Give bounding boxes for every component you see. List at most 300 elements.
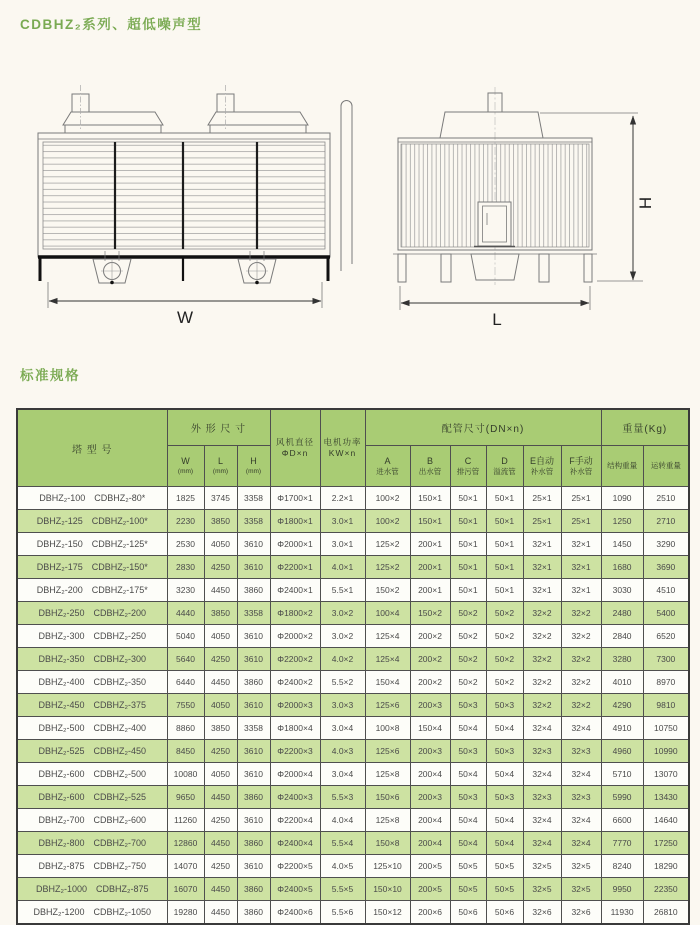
cell-b: 200×4 [410,763,450,786]
cell-w: 4440 [167,602,204,625]
model-primary: DBHZ₂-600 [38,769,85,779]
model-secondary: CDBHZ₂-400 [93,723,147,733]
model-secondary: CDBHZ₂-300 [93,654,147,664]
cell-power: 3.0×3 [320,694,365,717]
header-pipe-b: B 出水管 [410,446,450,487]
cell-f: 32×6 [561,901,601,925]
model-primary: DBHZ₂-100 [39,493,86,503]
cell-e: 32×5 [523,855,561,878]
cell-fan: Φ1800×4 [270,717,320,740]
cell-b: 200×3 [410,740,450,763]
header-model: 塔 型 号 [17,409,167,487]
cell-a: 125×2 [365,556,410,579]
table-row [17,878,689,901]
table-row [17,786,689,809]
model-primary: DBHZ₂-450 [38,700,85,710]
model-secondary: CDBHZ₂-150* [91,562,148,572]
riser-pipe [341,101,352,272]
cell-l: 4450 [204,832,237,855]
cell-d: 50×3 [486,786,523,809]
cell-h: 3860 [237,579,270,602]
cell-d: 50×1 [486,510,523,533]
model-cell [17,556,167,579]
cell-b: 200×1 [410,579,450,602]
cell-a: 150×4 [365,671,410,694]
cell-e: 32×2 [523,694,561,717]
cell-l: 4050 [204,625,237,648]
cell-b: 150×1 [410,487,450,510]
cell-h: 3358 [237,487,270,510]
cell-f: 32×1 [561,556,601,579]
table-row [17,763,689,786]
model-cell [17,648,167,671]
cell-h: 3860 [237,671,270,694]
cell-l: 4250 [204,740,237,763]
cell-wt_struct: 4010 [601,671,643,694]
cell-b: 200×4 [410,809,450,832]
cell-power: 4.0×4 [320,809,365,832]
cell-l: 4250 [204,855,237,878]
cell-c: 50×5 [450,878,486,901]
model-secondary: CDBHZ₂-600 [93,815,147,825]
cell-h: 3358 [237,602,270,625]
cell-b: 200×2 [410,648,450,671]
model-primary: DBHZ₂-350 [38,654,85,664]
cell-c: 50×2 [450,625,486,648]
cell-h: 3610 [237,763,270,786]
model-primary: DBHZ₂-525 [38,746,85,756]
table-row [17,671,689,694]
table-row [17,740,689,763]
model-primary: DBHZ₂-800 [38,838,85,848]
cell-d: 50×2 [486,625,523,648]
model-cell [17,855,167,878]
cell-a: 150×2 [365,579,410,602]
cell-e: 32×1 [523,533,561,556]
cell-f: 32×1 [561,579,601,602]
cell-wt_run: 13430 [643,786,689,809]
cell-w: 12860 [167,832,204,855]
cell-wt_run: 8970 [643,671,689,694]
cell-wt_struct: 5710 [601,763,643,786]
cell-w: 5640 [167,648,204,671]
spec-table [16,408,690,925]
header-pipe-e: E自动 补水管 [523,446,561,487]
cell-e: 32×4 [523,717,561,740]
cell-fan: Φ2200×3 [270,740,320,763]
cell-wt_run: 17250 [643,832,689,855]
header-power-line1: 电机功率 [323,436,362,447]
cell-h: 3610 [237,556,270,579]
cell-e: 32×5 [523,878,561,901]
model-cell [17,533,167,556]
cell-w: 2530 [167,533,204,556]
cell-power: 3.0×2 [320,602,365,625]
cell-fan: Φ2400×4 [270,832,320,855]
cell-wt_run: 10750 [643,717,689,740]
cell-e: 32×1 [523,579,561,602]
cell-h: 3610 [237,533,270,556]
cell-e: 32×3 [523,786,561,809]
cell-f: 32×4 [561,809,601,832]
cell-fan: Φ2400×3 [270,786,320,809]
side-view-drawing [375,85,675,335]
header-weight-run: 运转重量 [643,446,689,487]
cell-power: 4.0×2 [320,648,365,671]
height-dimension [597,116,655,281]
cell-wt_struct: 6600 [601,809,643,832]
model-primary: DBHZ₂-875 [38,861,85,871]
model-cell [17,487,167,510]
cell-fan: Φ2200×4 [270,809,320,832]
cell-f: 32×4 [561,832,601,855]
header-w: W (mm) [167,446,204,487]
cell-c: 50×1 [450,579,486,602]
cell-wt_struct: 5990 [601,786,643,809]
cell-d: 50×1 [486,533,523,556]
cell-fan: Φ2400×5 [270,878,320,901]
cell-a: 100×8 [365,717,410,740]
cell-b: 200×5 [410,855,450,878]
cell-wt_struct: 4960 [601,740,643,763]
model-cell [17,832,167,855]
cell-b: 200×2 [410,671,450,694]
cell-wt_run: 14640 [643,809,689,832]
model-primary: DBHZ₂-125 [36,516,83,526]
cell-power: 4.0×3 [320,740,365,763]
cell-d: 50×2 [486,671,523,694]
cell-w: 11260 [167,809,204,832]
cell-h: 3610 [237,855,270,878]
header-weight-struct: 结构重量 [601,446,643,487]
cell-h: 3358 [237,717,270,740]
cell-h: 3860 [237,878,270,901]
cell-l: 4450 [204,901,237,925]
cell-wt_run: 3290 [643,533,689,556]
cell-wt_struct: 3030 [601,579,643,602]
model-cell [17,694,167,717]
cell-fan: Φ1800×2 [270,602,320,625]
cell-f: 32×5 [561,878,601,901]
cell-e: 32×4 [523,809,561,832]
model-cell [17,809,167,832]
cell-w: 8450 [167,740,204,763]
cell-w: 1825 [167,487,204,510]
cell-f: 32×1 [561,533,601,556]
cell-c: 50×2 [450,671,486,694]
cell-a: 100×2 [365,487,410,510]
header-l: L (mm) [204,446,237,487]
cell-a: 125×6 [365,740,410,763]
cell-wt_struct: 1250 [601,510,643,533]
table-row [17,694,689,717]
cell-f: 25×1 [561,510,601,533]
cell-wt_run: 22350 [643,878,689,901]
cell-e: 32×4 [523,763,561,786]
model-secondary: CDBHZ₂-125* [91,539,148,549]
cell-wt_struct: 7770 [601,832,643,855]
cell-a: 125×8 [365,763,410,786]
header-piping-group: 配管尺寸(DN×n) [365,409,601,446]
cell-l: 4450 [204,786,237,809]
cell-fan: Φ2000×3 [270,694,320,717]
model-primary: DBHZ₂-400 [38,677,85,687]
cell-w: 7550 [167,694,204,717]
cell-d: 50×2 [486,648,523,671]
fan-cowl-2 [208,85,308,133]
header-pipe-d: D 溢流管 [486,446,523,487]
model-secondary: CDBHZ₂-525 [93,792,147,802]
table-row [17,809,689,832]
access-door [474,202,515,247]
cell-l: 4450 [204,579,237,602]
front-view-drawing [25,75,355,325]
header-power [320,409,365,487]
header-pipe-f: F手动 补水管 [561,446,601,487]
cell-w: 6440 [167,671,204,694]
table-row [17,602,689,625]
cell-l: 4050 [204,694,237,717]
model-cell [17,510,167,533]
table-row [17,855,689,878]
model-primary: DBHZ₂-700 [38,815,85,825]
cell-c: 50×2 [450,602,486,625]
table-row [17,832,689,855]
cell-e: 32×2 [523,671,561,694]
cell-f: 32×4 [561,717,601,740]
cell-c: 50×6 [450,901,486,925]
cell-power: 4.0×5 [320,855,365,878]
model-primary: DBHZ₂-500 [38,723,85,733]
cell-wt_run: 13070 [643,763,689,786]
cell-f: 32×2 [561,602,601,625]
section-title: 标准规格 [20,368,80,383]
cell-f: 32×2 [561,671,601,694]
cell-d: 50×4 [486,717,523,740]
model-secondary: CDBHZ₂-450 [93,746,147,756]
header-h: H (mm) [237,446,270,487]
cell-l: 4450 [204,878,237,901]
cell-b: 200×6 [410,901,450,925]
cell-power: 3.0×4 [320,717,365,740]
cell-e: 32×6 [523,901,561,925]
cell-fan: Φ1800×1 [270,510,320,533]
cell-h: 3610 [237,740,270,763]
cell-b: 200×4 [410,832,450,855]
cell-a: 125×4 [365,625,410,648]
length-dimension [400,286,590,329]
cell-c: 50×1 [450,487,486,510]
cell-wt_struct: 3280 [601,648,643,671]
cell-wt_run: 6520 [643,625,689,648]
cell-fan: Φ2200×5 [270,855,320,878]
cell-wt_struct: 2840 [601,625,643,648]
cell-wt_run: 3690 [643,556,689,579]
cell-l: 4250 [204,648,237,671]
cell-power: 5.5×3 [320,786,365,809]
cell-w: 16070 [167,878,204,901]
cell-wt_struct: 11930 [601,901,643,925]
model-cell [17,671,167,694]
cell-fan: Φ2000×1 [270,533,320,556]
cell-l: 4050 [204,533,237,556]
model-cell [17,901,167,925]
model-primary: DBHZ₂-300 [38,631,85,641]
model-cell [17,763,167,786]
cell-l: 4250 [204,556,237,579]
model-cell [17,579,167,602]
cell-f: 32×4 [561,763,601,786]
cell-c: 50×4 [450,717,486,740]
table-row [17,556,689,579]
cell-c: 50×4 [450,809,486,832]
length-label: L [492,310,502,329]
cell-wt_run: 4510 [643,579,689,602]
cell-c: 50×5 [450,855,486,878]
cell-wt_struct: 1090 [601,487,643,510]
cell-fan: Φ2200×2 [270,648,320,671]
table-row [17,625,689,648]
header-fan-line1: 风机直径 [275,436,314,447]
cell-fan: Φ1700×1 [270,487,320,510]
model-primary: DBHZ₂-250 [38,608,85,618]
cell-b: 200×3 [410,786,450,809]
cell-d: 50×1 [486,487,523,510]
cell-l: 4450 [204,671,237,694]
cell-h: 3610 [237,809,270,832]
model-secondary: CDBHZ₂-250 [93,631,147,641]
cell-fan: Φ2200×1 [270,556,320,579]
cell-b: 200×1 [410,556,450,579]
table-row [17,579,689,602]
cell-w: 3230 [167,579,204,602]
cell-w: 10080 [167,763,204,786]
model-primary: DBHZ₂-1200 [33,907,85,917]
model-secondary: CDBHZ₂-80* [94,493,146,503]
cell-c: 50×4 [450,763,486,786]
model-cell [17,740,167,763]
model-cell [17,786,167,809]
cell-d: 50×1 [486,556,523,579]
cell-w: 9650 [167,786,204,809]
cell-f: 25×1 [561,487,601,510]
model-cell [17,878,167,901]
cell-a: 125×6 [365,694,410,717]
cell-h: 3860 [237,786,270,809]
header-fan [270,409,320,487]
cell-a: 125×2 [365,533,410,556]
cell-wt_struct: 1680 [601,556,643,579]
cell-l: 4050 [204,763,237,786]
cell-d: 50×4 [486,809,523,832]
cell-d: 50×4 [486,763,523,786]
cell-e: 32×2 [523,625,561,648]
cell-d: 50×3 [486,740,523,763]
cell-power: 3.0×1 [320,510,365,533]
cell-d: 50×4 [486,832,523,855]
cell-a: 100×4 [365,602,410,625]
cell-b: 150×1 [410,510,450,533]
cell-power: 5.5×1 [320,579,365,602]
cell-wt_run: 7300 [643,648,689,671]
table-row [17,487,689,510]
page-title: CDBHZ₂系列、超低噪声型 [20,17,203,32]
model-secondary: CDBHZ₂-375 [93,700,147,710]
fan-cowl [440,93,638,138]
cell-f: 32×2 [561,648,601,671]
cell-b: 200×3 [410,694,450,717]
cell-wt_struct: 2480 [601,602,643,625]
model-secondary: CDBHZ₂-200 [93,608,147,618]
cell-d: 50×5 [486,855,523,878]
cell-l: 3850 [204,717,237,740]
header-power-line2: KW×n [328,448,357,458]
cell-l: 4250 [204,809,237,832]
cell-a: 125×10 [365,855,410,878]
cell-power: 2.2×1 [320,487,365,510]
cell-wt_run: 10990 [643,740,689,763]
cell-fan: Φ2400×1 [270,579,320,602]
cell-wt_run: 18290 [643,855,689,878]
cell-wt_run: 2710 [643,510,689,533]
cell-b: 150×4 [410,717,450,740]
cell-h: 3610 [237,694,270,717]
cell-w: 19280 [167,901,204,925]
model-primary: DBHZ₂-150 [36,539,83,549]
cell-l: 3850 [204,602,237,625]
model-secondary: CDBHZ₂-875 [96,884,149,894]
cell-b: 150×2 [410,602,450,625]
model-cell [17,625,167,648]
cell-wt_struct: 8240 [601,855,643,878]
model-primary: DBHZ₂-1000 [35,884,87,894]
cell-c: 50×4 [450,832,486,855]
model-primary: DBHZ₂-600 [38,792,85,802]
cell-power: 5.5×5 [320,878,365,901]
model-secondary: CDBHZ₂-100* [91,516,148,526]
cell-a: 125×8 [365,809,410,832]
cell-b: 200×1 [410,533,450,556]
cell-w: 14070 [167,855,204,878]
cell-wt_struct: 4910 [601,717,643,740]
cell-c: 50×1 [450,556,486,579]
cell-l: 3850 [204,510,237,533]
cell-f: 32×5 [561,855,601,878]
width-dimension [48,282,322,325]
cell-power: 3.0×1 [320,533,365,556]
cell-fan: Φ2000×2 [270,625,320,648]
cell-c: 50×1 [450,510,486,533]
cell-power: 3.0×2 [320,625,365,648]
cell-w: 2230 [167,510,204,533]
cell-e: 32×1 [523,556,561,579]
cell-fan: Φ2400×6 [270,901,320,925]
cell-a: 150×6 [365,786,410,809]
cell-e: 25×1 [523,487,561,510]
cell-e: 25×1 [523,510,561,533]
cell-fan: Φ2000×4 [270,763,320,786]
cell-f: 32×3 [561,786,601,809]
cell-c: 50×3 [450,740,486,763]
cell-w: 2830 [167,556,204,579]
cell-a: 150×8 [365,832,410,855]
table-row [17,901,689,925]
fan-cowl-1 [63,85,163,133]
table-row [17,648,689,671]
model-primary: DBHZ₂-200 [36,585,83,595]
width-label: W [176,308,194,325]
cell-d: 50×2 [486,602,523,625]
